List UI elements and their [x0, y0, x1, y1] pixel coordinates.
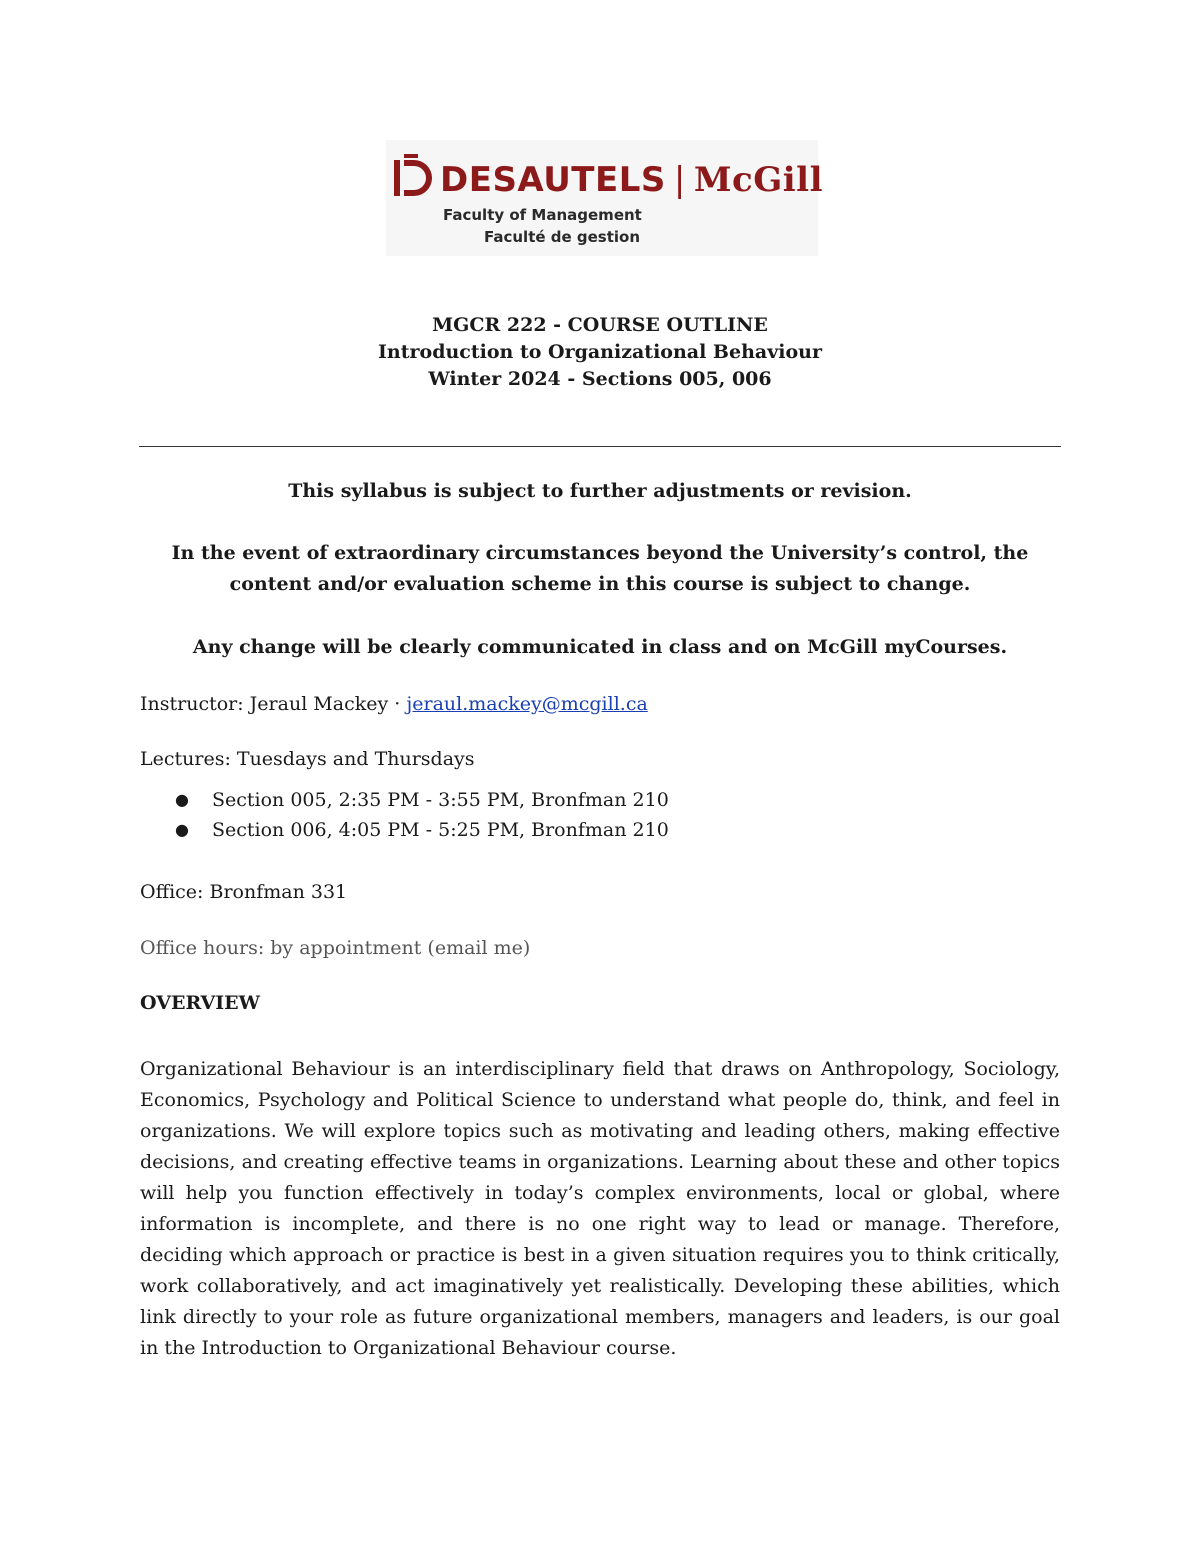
notice-adjustments: This syllabus is subject to further adjustments or revision.	[288, 480, 912, 502]
lectures-label: Lectures: Tuesdays and Thursdays	[140, 748, 475, 770]
notice-communication: Any change will be clearly communicated in class and on McGill myCourses.	[192, 636, 1008, 658]
logo-university-name: McGill	[693, 160, 823, 200]
course-outline-line: MGCR 222 - COURSE OUTLINE	[432, 314, 768, 336]
logo-brand-name: DESAUTELS	[440, 160, 666, 200]
logo-faculty-fr: Faculté de gestion	[484, 228, 641, 246]
notice-extraordinary: In the event of extraordinary circumstances beyond the University’s control, the content and/or evaluation scheme in this course is subject to change.	[171, 542, 1029, 595]
instructor-label: Instructor: Jeraul Mackey ·	[140, 693, 401, 715]
instructor-email-link[interactable]: jeraul.mackey@mcgill.ca	[406, 693, 648, 715]
overview-paragraph: Organizational Behaviour is an interdisciplinary field that draws on Anthropology, Sociology, Economics, Psychology and Political Science to understand what people do, think, and feel in organizations. We will explore topics such as motivating and leading others, making effective decisions, and creating effective teams in organizations. Learning about these and other topics will help you function effectively in today’s complex environments, local or global, where information is incomplete, and there is no one right way to lead or manage. Therefore, deciding which approach or practice is best in a given situation requires you to think critically, work collaboratively, and act imaginatively yet realistically. Developing these abilities, which link directly to your role as future organizational members, managers and leaders, is our goal in the Introduction to Organizational Behaviour course.	[140, 1058, 1060, 1359]
bullet-icon: ●	[175, 790, 189, 809]
course-title-block	[140, 312, 1060, 393]
desautels-emblem-icon	[386, 140, 446, 256]
section-text: Section 005, 2:35 PM - 3:55 PM, Bronfman 210	[212, 789, 669, 811]
section-text: Section 006, 4:05 PM - 5:25 PM, Bronfman 210	[212, 819, 669, 841]
logo-faculty-en: Faculty of Management	[443, 206, 642, 224]
office-hours: Office hours: by appointment (email me)	[140, 937, 531, 959]
logo-wordmark	[440, 158, 823, 202]
divider-rule	[139, 446, 1061, 447]
term-sections-line: Winter 2024 - Sections 005, 006	[428, 368, 772, 390]
overview-heading: OVERVIEW	[140, 992, 261, 1014]
office-location: Office: Bronfman 331	[140, 881, 348, 903]
list-item	[140, 785, 669, 815]
lecture-sections-list	[140, 785, 669, 845]
course-title: Introduction to Organizational Behaviour	[378, 341, 822, 363]
bullet-icon: ●	[175, 820, 189, 839]
list-item	[140, 815, 669, 845]
instructor-line	[140, 690, 648, 718]
logo-separator: |	[673, 160, 686, 200]
